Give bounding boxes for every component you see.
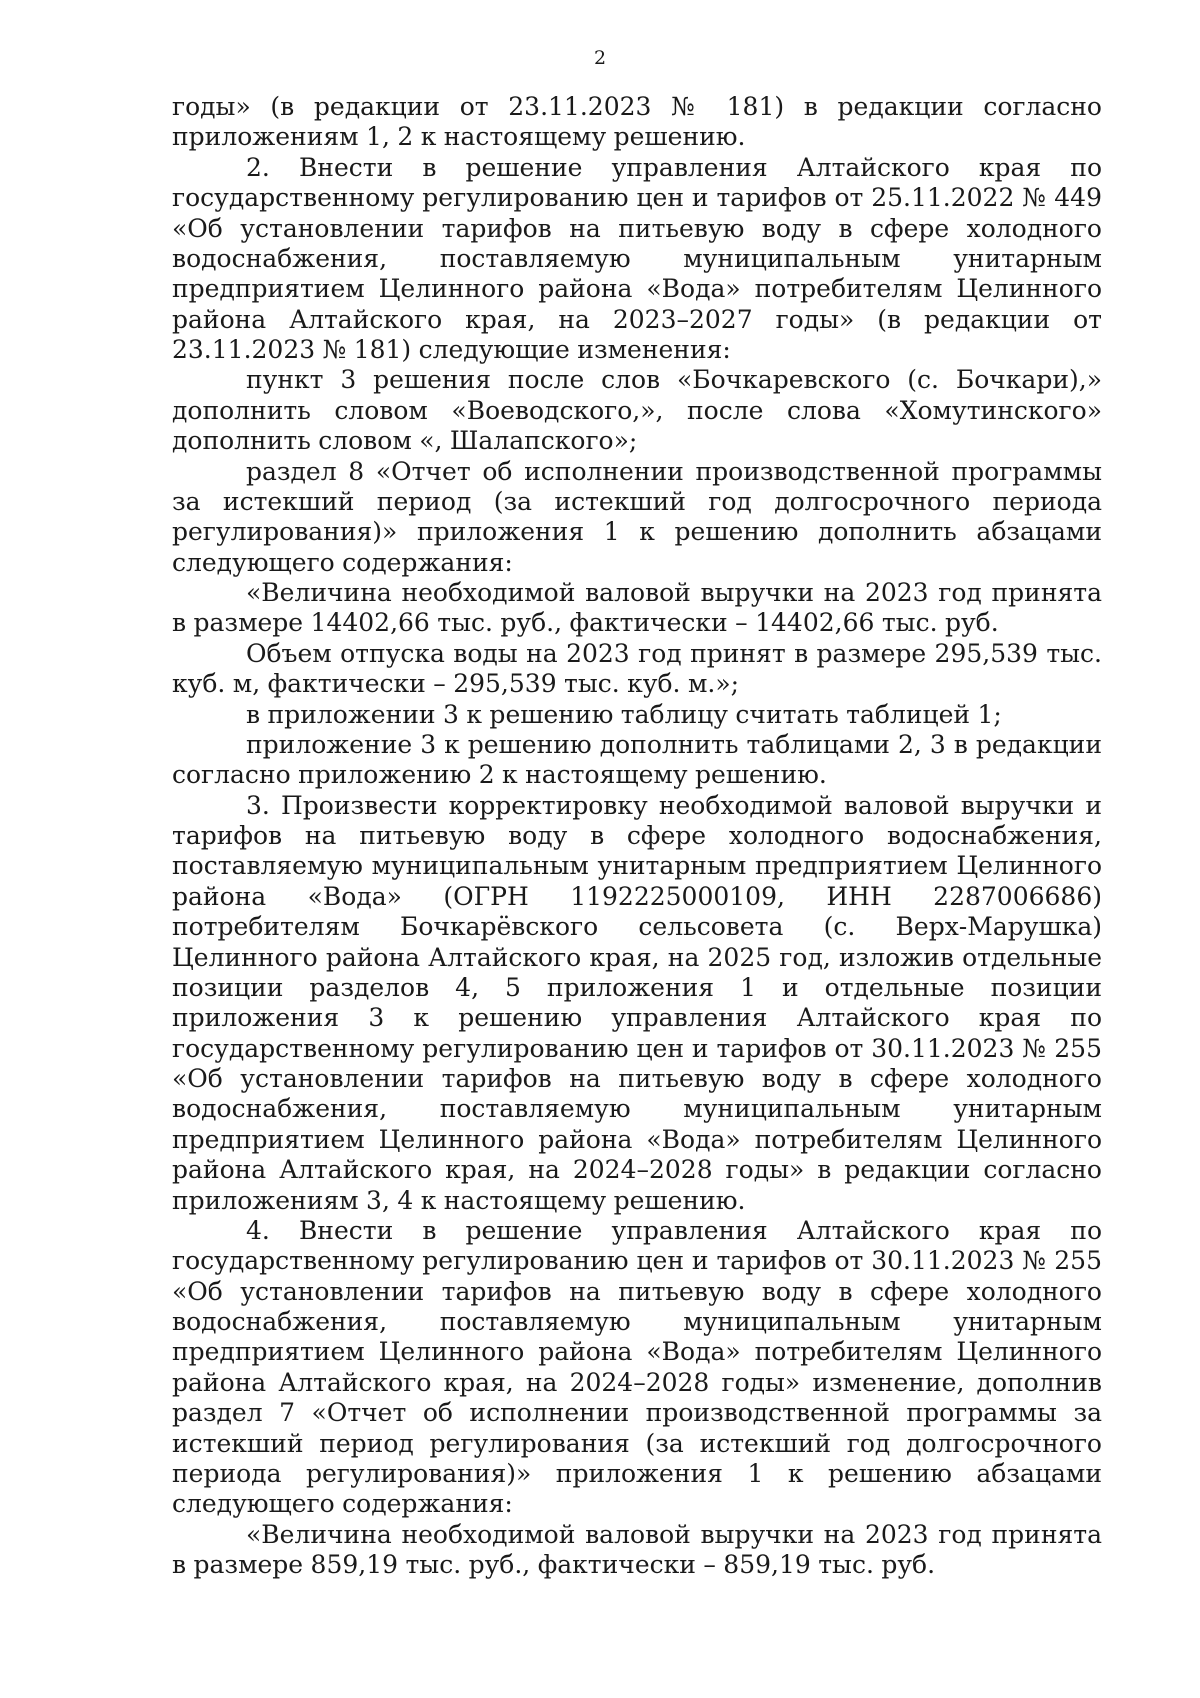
page-number: 2: [593, 47, 607, 69]
document-paragraph: «Величина необходимой валовой выручки на 2023 год принята в размере 14402,66 тыс. руб., фактически – 14402,66 тыс. руб.: [172, 578, 1102, 638]
document-paragraph: Объем отпуска воды на 2023 год принят в размере 295,539 тыс. куб. м, фактически – 295,539 тыс. куб. м.»;: [172, 638, 1102, 699]
document-paragraph: «Величина необходимой валовой выручки на 2023 год принята в размере 859,19 тыс. руб., фактически – 859,19 тыс. руб.: [172, 1519, 1102, 1579]
document-paragraph: приложение 3 к решению дополнить таблицами 2, 3 в редакции согласно приложению 2 к настоящему решению.: [172, 729, 1102, 790]
document-paragraph: годы» (в редакции от 23.11.2023 № 181) в редакции согласно приложениям 1, 2 к настоящему решению.: [172, 92, 1102, 152]
document-paragraph: 2. Внести в решение управления Алтайского края по государственному регулированию цен и тарифов от 25.11.2022 № 449 «Об установлении тарифов на питьевую воду в сфере холодного водоснабжения, поставляемую муниципальным унитарным предприятием Целинного района «Вода» потребителям Целинного района Алтайского края, на 2023–2027 годы» (в редакции от 23.11.2023 № 181) следующие изменения:: [172, 152, 1102, 364]
document-paragraph: 3. Произвести корректировку необходимой валовой выручки и тарифов на питьевую воду в сфере холодного водоснабжения, поставляемую муниципальным унитарным предприятием Целинного района «Вода» (ОГРН 1192225000109, ИНН 2287006686) потребителям Бочкарёвского сельсовета (с. Верх-Марушка) Целинного района Алтайского края, на 2025 год, изложив отдельные позиции разделов 4, 5 приложения 1 и отдельные позиции приложения 3 к решению управления Алтайского края по государственному регулированию цен и тарифов от 30.11.2023 № 255 «Об установлении тарифов на питьевую воду в сфере холодного водоснабжения, поставляемую муниципальным унитарным предприятием Целинного района «Вода» потребителям Целинного района Алтайского края, на 2024–2028 годы» в редакции согласно приложениям 3, 4 к настоящему решению.: [172, 790, 1102, 1215]
document-paragraph: в приложении 3 к решению таблицу считать таблицей 1;: [246, 699, 1002, 729]
document-paragraph: 4. Внести в решение управления Алтайского края по государственному регулированию цен и тарифов от 30.11.2023 № 255 «Об установлении тарифов на питьевую воду в сфере холодного водоснабжения, поставляемую муниципальным унитарным предприятием Целинного района «Вода» потребителям Целинного района Алтайского края, на 2024–2028 годы» изменение, дополнив раздел 7 «Отчет об исполнении производственной программы за истекший период регулирования (за истекший год долгосрочного периода регулирования)» приложения 1 к решению абзацами следующего содержания:: [172, 1215, 1102, 1519]
document-paragraph: пункт 3 решения после слов «Бочкаревского (с. Бочкари),» дополнить словом «Воеводского,», после слова «Хомутинского» дополнить словом «, Шалапского»;: [172, 365, 1102, 456]
document-paragraph: раздел 8 «Отчет об исполнении производственной программы за истекший период (за истекший год долгосрочного периода регулирования)» приложения 1 к решению дополнить абзацами следующего содержания:: [172, 456, 1102, 577]
document-body: [172, 92, 1102, 1580]
